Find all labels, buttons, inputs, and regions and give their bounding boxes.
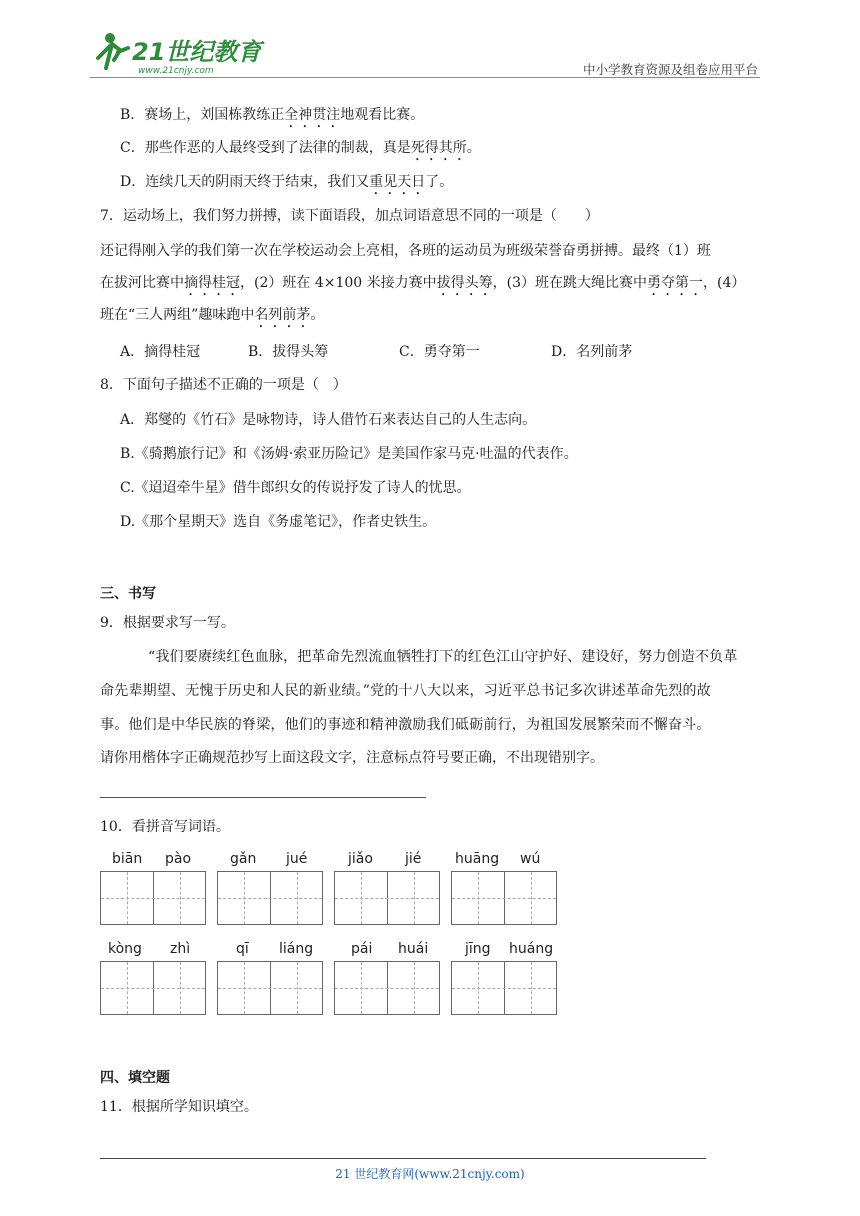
q11-stem: 11．根据所学知识填空。 — [100, 1099, 258, 1115]
q9-stem: 9．根据要求写一写。 — [100, 615, 235, 631]
q7-passage-line-3: 班在“三人两组”趣味跑中名列前茅。 — [100, 307, 325, 323]
page-header — [90, 30, 760, 78]
q7-option-c: C．勇夺第一 — [399, 344, 480, 360]
writing-grid-box[interactable] — [217, 871, 323, 925]
q8-option-a: A．郑燮的《竹石》是咏物诗，诗人借竹石来表达自己的人生志向。 — [120, 412, 537, 428]
q8-option-c: C.《迢迢牵牛星》借牛郎织女的传说抒发了诗人的忧思。 — [120, 480, 471, 496]
site-logo — [90, 30, 290, 76]
pinyin-label: huáng — [509, 941, 554, 957]
q7-passage-line-2: 在拔河比赛中摘得桂冠，(2）班在 4×100 米接力赛中拔得头筹，(3）班在跳大绳比赛中勇夺第一，(4） — [100, 275, 746, 291]
footer-link[interactable]: 21 世纪教育网(www.21cnjy.com) — [335, 1167, 525, 1181]
pinyin-label: kòng — [108, 941, 142, 957]
pinyin-label: zhì — [170, 941, 191, 957]
pinyin-label: pái — [351, 941, 373, 957]
pinyin-label: jué — [286, 851, 308, 867]
writing-grid-box[interactable] — [100, 961, 206, 1015]
q8-option-b: B.《骑鹅旅行记》和《汤姆·索亚历险记》是美国作家马克·吐温的代表作。 — [120, 446, 578, 462]
pinyin-label: pào — [165, 851, 192, 867]
q10-stem: 10．看拼音写词语。 — [100, 819, 230, 835]
pinyin-label: biān — [112, 851, 143, 867]
section-title-fill-blank: 四、填空题 — [100, 1070, 170, 1086]
pinyin-label: wú — [520, 851, 541, 867]
writing-grid-box[interactable] — [217, 961, 323, 1015]
platform-name: 中小学教育资源及组卷应用平台 — [582, 62, 758, 77]
pinyin-label: huái — [398, 941, 429, 957]
pinyin-label: qī — [236, 941, 249, 957]
q7-option-b: B．拔得头筹 — [248, 344, 329, 360]
writing-grid-box[interactable] — [100, 871, 206, 925]
pinyin-label: liáng — [279, 941, 314, 957]
pinyin-label: jīng — [465, 941, 491, 957]
writing-grid-box[interactable] — [451, 961, 557, 1015]
q6-option-b: B．赛场上，刘国栋教练正全神贯注地观看比赛。 — [120, 107, 425, 123]
q7-passage-line-1: 还记得刚入学的我们第一次在学校运动会上亮相，各班的运动员为班级荣誉奋勇拼搏。最终（1）班 — [100, 243, 711, 259]
q9-copy-text-line-2: 命先辈期望、无愧于历史和人民的新业绩。”党的十八大以来，习近平总书记多次讲述革命先烈的故 — [100, 683, 711, 699]
pinyin-label: gǎn — [230, 851, 257, 867]
writing-grid-box[interactable] — [334, 961, 440, 1015]
pinyin-label: jiǎo — [348, 851, 373, 867]
q8-stem: 8．下面句子描述不正确的一项是（ ） — [100, 377, 347, 393]
q7-option-d: D．名列前茅 — [551, 344, 633, 360]
q9-copy-text-line-3: 事。他们是中华民族的脊梁，他们的事迹和精神激励我们砥砺前行，为祖国发展繁荣而不懈奋斗。 — [100, 717, 711, 733]
header-divider — [90, 77, 760, 78]
svg-text:21世纪教育: 21世纪教育 — [132, 38, 262, 66]
q8-option-d: D.《那个星期天》选自《务虚笔记》，作者史铁生。 — [120, 514, 437, 530]
q9-answer-line[interactable] — [100, 797, 426, 798]
section-title-writing: 三、书写 — [100, 586, 156, 602]
pinyin-label: huāng — [455, 851, 500, 867]
q6-option-d: D．连续几天的阴雨天终于结束，我们又重见天日了。 — [120, 174, 454, 190]
writing-grid-box[interactable] — [451, 871, 557, 925]
writing-grid-box[interactable] — [334, 871, 440, 925]
q9-copy-text-line-1: “我们要赓续红色血脉，把革命先烈流血牺牲打下的红色江山守护好、建设好，努力创造不负革 — [148, 649, 738, 665]
q7-stem: 7．运动场上，我们努力拼搏，读下面语段，加点词语意思不同的一项是（ ） — [100, 208, 599, 224]
footer-divider — [100, 1158, 706, 1159]
svg-text:www.21cnjy.com: www.21cnjy.com — [138, 66, 214, 76]
q6-option-c: C．那些作恶的人最终受到了法律的制裁，真是死得其所。 — [120, 140, 481, 156]
q7-option-a: A．摘得桂冠 — [120, 344, 201, 360]
q9-instruction: 请你用楷体字正确规范抄写上面这段文字，注意标点符号要正确，不出现错别字。 — [100, 750, 604, 766]
pinyin-label: jié — [405, 851, 422, 867]
